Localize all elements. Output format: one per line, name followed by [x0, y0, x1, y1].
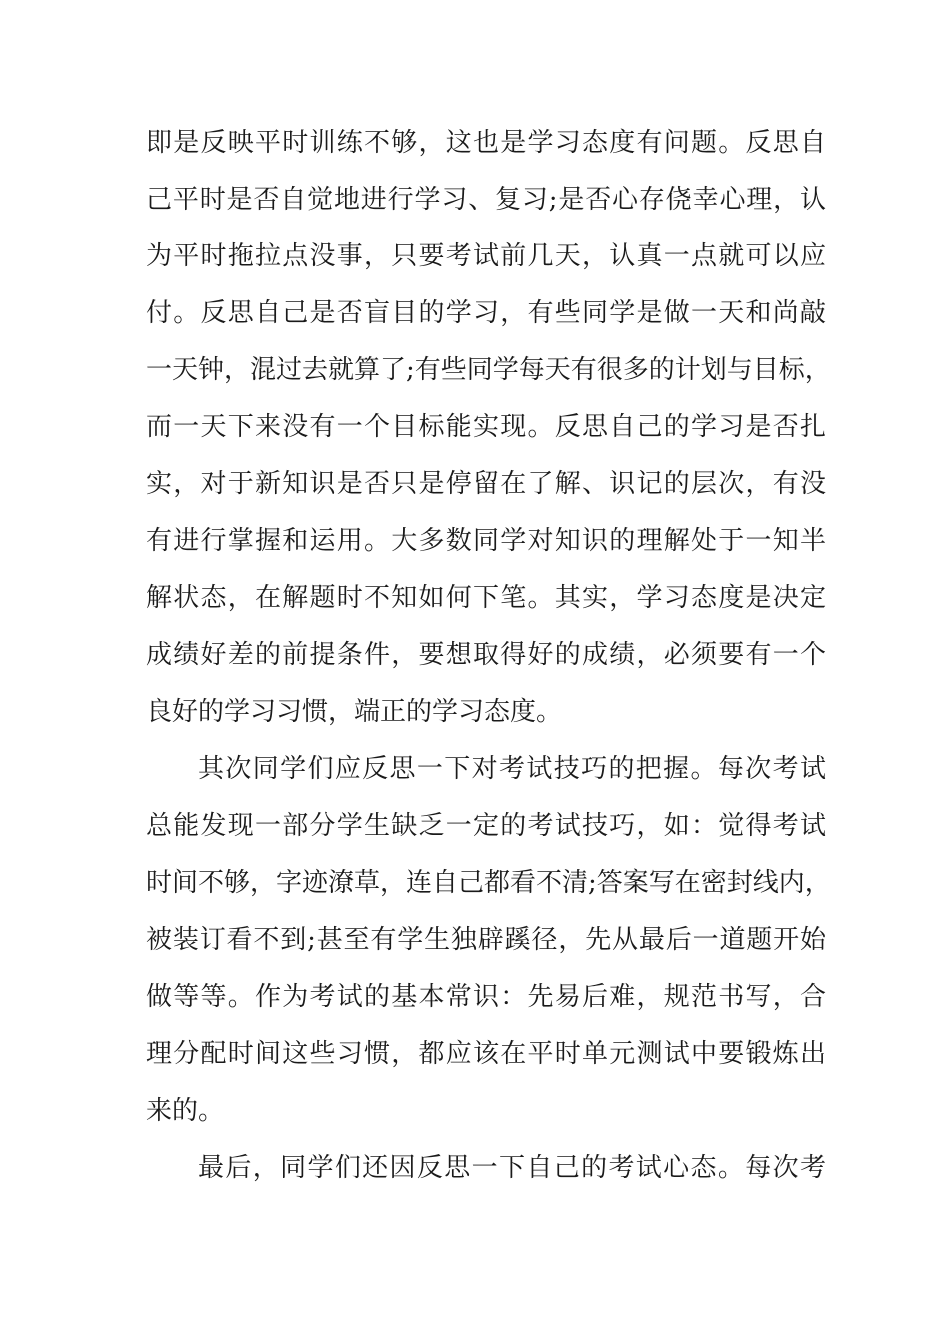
text-line: 最后，同学们还因反思一下自己的考试心态。每次考	[198, 1153, 826, 1183]
text-line: 有进行掌握和运用。大多数同学对知识的理解处于一知半	[146, 526, 826, 556]
text-line: 为平时拖拉点没事，只要考试前几天，认真一点就可以应	[146, 241, 826, 271]
text-line: 成绩好差的前提条件，要想取得好的成绩，必须要有一个	[146, 640, 826, 670]
text-line: 被装订看不到;甚至有学生独辟蹊径，先从最后一道题开始	[146, 925, 826, 955]
text-line: 己平时是否自觉地进行学习、复习;是否心存侥幸心理，认	[146, 185, 826, 215]
text-line: 做等等。作为考试的基本常识：先易后难，规范书写，合	[146, 982, 826, 1012]
text-line: 即是反映平时训练不够，这也是学习态度有问题。反思自	[146, 128, 826, 158]
text-line: 一天钟，混过去就算了;有些同学每天有很多的计划与目标，	[146, 355, 831, 385]
text-line: 总能发现一部分学生缺乏一定的考试技巧，如：觉得考试	[146, 811, 826, 841]
text-line: 时间不够，字迹潦草，连自己都看不清;答案写在密封线内，	[146, 868, 831, 898]
text-line: 其次同学们应反思一下对考试技巧的把握。每次考试	[198, 754, 826, 784]
text-line: 解状态，在解题时不知如何下笔。其实，学习态度是决定	[146, 583, 826, 613]
text-line: 良好的学习习惯，端正的学习态度。	[146, 697, 563, 727]
text-line: 付。反思自己是否盲目的学习，有些同学是做一天和尚敲	[146, 298, 826, 328]
text-line: 实，对于新知识是否只是停留在了解、识记的层次，有没	[146, 469, 826, 499]
text-line: 来的。	[146, 1096, 225, 1126]
text-line: 理分配时间这些习惯，都应该在平时单元测试中要锻炼出	[146, 1039, 826, 1069]
text-line: 而一天下来没有一个目标能实现。反思自己的学习是否扎	[146, 412, 826, 442]
